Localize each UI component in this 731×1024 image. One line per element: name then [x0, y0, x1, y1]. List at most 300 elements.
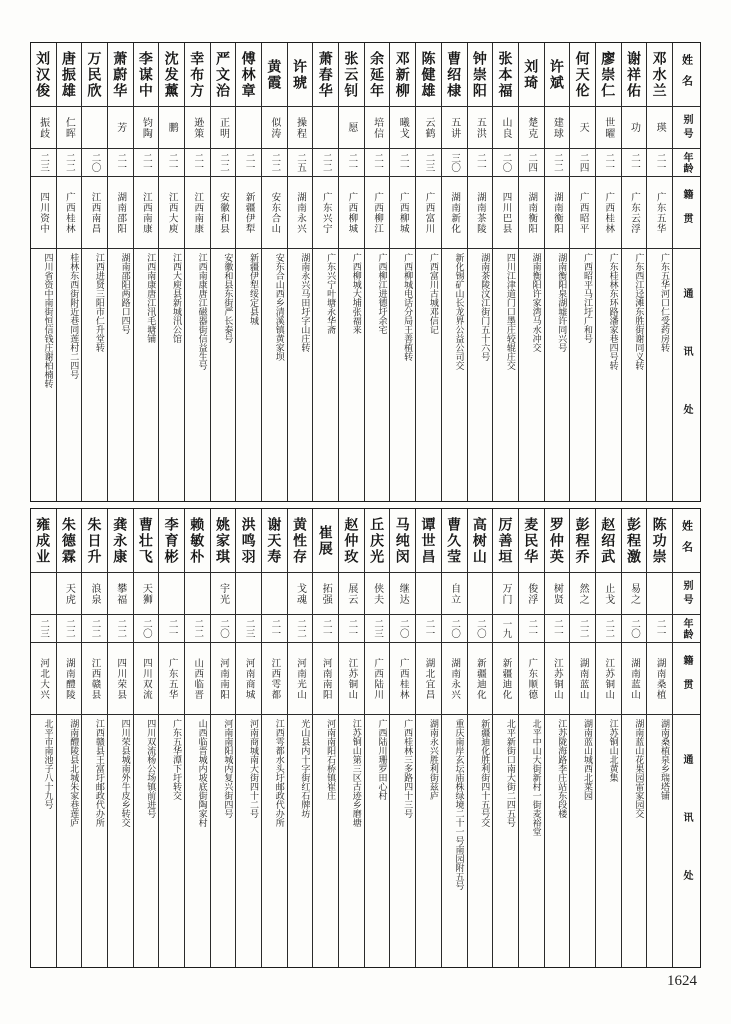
person-origin-cell [622, 177, 647, 249]
person-age-cell [82, 615, 107, 643]
person-origin-cell [519, 177, 544, 249]
person-age: 二〇 [474, 619, 486, 638]
person-name-cell [442, 43, 467, 107]
person-age: 二一 [269, 619, 281, 638]
table-header-column [672, 43, 700, 501]
person-address-cell [365, 249, 390, 501]
person-name-cell [468, 43, 493, 107]
person-column [415, 43, 441, 501]
person-origin-cell [31, 643, 56, 715]
person-alias-cell [288, 573, 313, 615]
directory-table-top [30, 42, 701, 502]
person-name: 许琥 [292, 58, 309, 91]
person-name-cell [313, 509, 338, 573]
person-alias-cell [134, 107, 159, 149]
person-age: 二一 [192, 153, 204, 172]
person-alias: 五洪 [474, 116, 486, 139]
person-name: 曹久莹 [446, 516, 463, 565]
person-origin-cell [339, 177, 364, 249]
person-address-cell [442, 715, 467, 967]
person-name: 黄霞 [266, 58, 283, 91]
person-address: 北平市南池子八十九号 [43, 719, 54, 809]
person-address: 广东兴宁叶塘永华斋 [326, 253, 337, 334]
person-address: 湖南茶陵汶江街门五十六号 [480, 253, 491, 361]
person-address-cell [236, 715, 261, 967]
person-origin: 安东合山 [269, 191, 281, 234]
person-column [287, 509, 313, 967]
person-name-cell [570, 43, 595, 107]
person-origin: 广东五华 [654, 191, 666, 234]
person-column [518, 43, 544, 501]
person-origin: 广西柳城 [397, 191, 409, 234]
person-origin-cell [57, 177, 82, 249]
person-alias: 曦戈 [397, 116, 409, 139]
person-origin-cell [493, 177, 518, 249]
person-age-cell [159, 615, 184, 643]
person-name: 黄性存 [292, 516, 309, 565]
person-age-cell [442, 615, 467, 643]
person-origin-cell [313, 177, 338, 249]
person-address: 江苏陇海路李庄站东段楼 [557, 719, 568, 818]
person-alias: 树贤 [551, 582, 563, 605]
person-origin: 湖南蓝山 [628, 657, 640, 700]
person-address-cell [647, 715, 672, 967]
header-name-label: 姓名 [680, 53, 693, 96]
person-name: 谭世昌 [420, 516, 437, 565]
person-column [621, 43, 647, 501]
person-name: 余延年 [369, 50, 386, 99]
person-address-cell [519, 249, 544, 501]
header-address-cell [673, 715, 700, 967]
person-age: 二〇 [500, 153, 512, 172]
person-address: 新疆伊犁绥定县城 [249, 253, 259, 325]
person-age-cell [211, 149, 236, 177]
person-address-cell [519, 715, 544, 967]
person-address: 河南商城南大街四十二号 [249, 719, 259, 818]
person-age-cell [134, 615, 159, 643]
person-origin: 河南光山 [295, 657, 307, 700]
person-name-cell [570, 509, 595, 573]
person-name-cell [185, 509, 210, 573]
person-age: 二〇 [628, 619, 640, 638]
person-address-cell [416, 715, 441, 967]
person-age-cell [339, 149, 364, 177]
person-origin-cell [416, 177, 441, 249]
person-column [235, 509, 261, 967]
header-alias-label: 别号 [681, 579, 692, 608]
person-origin-cell [159, 643, 184, 715]
person-origin: 湖南新化 [449, 191, 461, 234]
person-name-cell [647, 509, 672, 573]
person-alias-cell [108, 573, 133, 615]
person-column [158, 509, 184, 967]
person-column [492, 509, 518, 967]
person-age: 二四 [577, 153, 589, 172]
person-age: 二四 [526, 153, 538, 172]
person-age-cell [442, 149, 467, 177]
person-origin: 广东云浮 [628, 191, 640, 234]
person-origin: 湖南永兴 [295, 191, 307, 234]
person-age: 二〇 [89, 153, 101, 172]
person-address: 山西临晋城内坡底街陶家村 [197, 719, 208, 827]
person-column [467, 509, 493, 967]
person-column [646, 43, 672, 501]
person-address-cell [596, 715, 621, 967]
person-alias: 然之 [577, 582, 589, 605]
person-address-cell [390, 249, 415, 501]
page-number: 1624 [667, 973, 697, 989]
person-name: 崔展 [317, 524, 334, 557]
person-age-cell [570, 615, 595, 643]
person-address-cell [211, 249, 236, 501]
person-column [595, 509, 621, 967]
person-address-cell [159, 715, 184, 967]
person-age: 二一 [654, 619, 666, 638]
person-column [81, 509, 107, 967]
person-name: 万民欣 [86, 50, 103, 99]
person-name: 谢天寿 [266, 516, 283, 565]
person-name-cell [262, 509, 287, 573]
person-column [31, 509, 56, 967]
person-age: 二二 [89, 619, 101, 638]
person-alias-cell [647, 573, 672, 615]
person-address: 河南南阳石桥镇崔庄 [326, 719, 337, 800]
person-alias: 振歧 [37, 116, 49, 139]
person-column [415, 509, 441, 967]
person-name-cell [647, 43, 672, 107]
person-age: 一九 [500, 619, 512, 638]
person-age: 二一 [243, 153, 255, 172]
person-name: 邓新柳 [394, 50, 411, 99]
person-address: 新疆迪化胜利街四十五号交 [480, 719, 491, 827]
person-column [441, 509, 467, 967]
person-origin-cell [262, 177, 287, 249]
person-alias-cell [416, 107, 441, 149]
person-address-cell [159, 249, 184, 501]
person-age-cell [622, 615, 647, 643]
person-age: 二二 [577, 619, 589, 638]
person-age: 二一 [320, 619, 332, 638]
header-name-cell [673, 509, 700, 573]
person-address-cell [545, 715, 570, 967]
person-alias: 愿 [345, 122, 357, 133]
person-address: 安东合山西乡清溪镇黄家坝 [274, 253, 285, 361]
person-origin-cell [313, 643, 338, 715]
person-age: 二一 [474, 153, 486, 172]
person-origin-cell [82, 177, 107, 249]
person-age: 二一 [397, 153, 409, 172]
person-name-cell [211, 43, 236, 107]
person-name: 曹绍棣 [446, 50, 463, 99]
person-age: 二一 [551, 619, 563, 638]
person-address-cell [185, 249, 210, 501]
person-age-cell [647, 615, 672, 643]
person-origin-cell [108, 643, 133, 715]
person-column [492, 43, 518, 501]
person-address: 重庆南岸玄坛庙株绿境二十一号南园附五号 [454, 719, 465, 890]
person-address-cell [468, 715, 493, 967]
person-origin-cell [185, 643, 210, 715]
person-age-cell [236, 149, 261, 177]
person-alias-cell [390, 107, 415, 149]
person-age: 二一 [603, 153, 615, 172]
person-name-cell [159, 509, 184, 573]
person-address: 广西昭平马江圩广和号 [582, 253, 593, 343]
person-age-cell [390, 615, 415, 643]
person-alias-cell [288, 107, 313, 149]
person-address-cell [493, 715, 518, 967]
person-origin: 安徽和县 [217, 191, 229, 234]
person-origin-cell [442, 177, 467, 249]
person-address: 新化锡矿山长龙界公益公司交 [454, 253, 465, 370]
header-name-label: 姓名 [680, 519, 693, 562]
person-address-cell [313, 249, 338, 501]
person-alias-cell [339, 107, 364, 149]
person-address-cell [211, 715, 236, 967]
person-name: 沈发薰 [163, 50, 180, 99]
person-alias: 功 [628, 122, 640, 133]
person-name-cell [57, 509, 82, 573]
person-alias-cell [134, 573, 159, 615]
person-name-cell [236, 43, 261, 107]
person-age: 三〇 [449, 153, 461, 172]
person-age: 二二 [320, 153, 332, 172]
person-column [210, 509, 236, 967]
person-address-cell [596, 249, 621, 501]
person-address: 广西陆川珊罗田心村 [377, 719, 388, 800]
person-alias: 似涛 [268, 116, 280, 139]
person-origin: 江西南昌 [89, 191, 101, 234]
person-origin-cell [442, 643, 467, 715]
person-age: 二二 [551, 153, 563, 172]
header-origin-cell [673, 177, 700, 249]
person-alias: 止戈 [602, 582, 614, 605]
person-column [81, 43, 107, 501]
person-origin: 湖南衡阳 [551, 191, 563, 234]
person-alias-cell [185, 107, 210, 149]
person-age: 二二 [603, 619, 615, 638]
person-origin-cell [416, 643, 441, 715]
person-column [184, 509, 210, 967]
person-name-cell [365, 43, 390, 107]
person-origin-cell [185, 177, 210, 249]
person-address-cell [288, 715, 313, 967]
person-name: 彭程乔 [574, 516, 591, 565]
person-name: 李谋中 [137, 50, 154, 99]
person-address-cell [622, 715, 647, 967]
person-age-cell [288, 615, 313, 643]
person-age-cell [159, 149, 184, 177]
directory-table-bottom [30, 508, 701, 968]
person-name: 姚家琪 [214, 516, 231, 565]
person-origin: 湖北宜昌 [423, 657, 435, 700]
person-age-cell [339, 615, 364, 643]
person-age: 二二 [295, 619, 307, 638]
person-address: 湖南醴陵县北城朱家巷莲庐 [69, 719, 80, 827]
person-origin-cell [57, 643, 82, 715]
person-origin-cell [134, 643, 159, 715]
person-origin-cell [545, 643, 570, 715]
person-address-cell [236, 249, 261, 501]
person-origin-cell [288, 643, 313, 715]
person-alias: 继达 [397, 582, 409, 605]
person-age: 二二 [115, 619, 127, 638]
person-address-cell [57, 715, 82, 967]
person-age-cell [622, 149, 647, 177]
person-origin-cell [390, 177, 415, 249]
person-column [364, 509, 390, 967]
person-alias: 瑛 [654, 122, 666, 133]
person-column [210, 43, 236, 501]
person-name-cell [159, 43, 184, 107]
person-alias: 云鹤 [422, 116, 434, 139]
header-age-label: 年龄 [681, 617, 692, 640]
person-age: 二二 [217, 153, 229, 172]
person-origin: 江西赣县 [89, 657, 101, 700]
person-column [441, 43, 467, 501]
person-alias-cell [468, 573, 493, 615]
person-origin-cell [159, 177, 184, 249]
person-origin: 湖南茶陵 [474, 191, 486, 234]
header-origin-label: 籍贯 [681, 188, 692, 237]
person-age: 二二 [192, 619, 204, 638]
person-alias: 攀福 [114, 582, 126, 605]
person-name: 张云钊 [343, 50, 360, 99]
person-alias-cell [647, 107, 672, 149]
person-column [287, 43, 313, 501]
person-age-cell [211, 615, 236, 643]
person-name-cell [390, 43, 415, 107]
person-alias: 易之 [628, 582, 640, 605]
person-column [133, 43, 159, 501]
person-name: 洪鸣羽 [240, 516, 257, 565]
person-address-cell [288, 249, 313, 501]
person-address: 广东五华河口仁受药房转 [660, 253, 670, 352]
person-origin: 湖南醴陵 [63, 657, 75, 700]
person-origin: 广西桂林 [63, 191, 75, 234]
person-origin: 广西陆川 [372, 657, 384, 700]
person-name-cell [82, 43, 107, 107]
person-age-cell [519, 615, 544, 643]
person-alias: 建球 [551, 116, 563, 139]
person-origin-cell [468, 177, 493, 249]
person-column [133, 509, 159, 967]
person-origin: 广东顺德 [526, 657, 538, 700]
person-alias-cell [262, 573, 287, 615]
person-age-cell [108, 615, 133, 643]
person-name-cell [339, 43, 364, 107]
person-age-cell [596, 149, 621, 177]
person-column [569, 509, 595, 967]
header-origin-cell [673, 643, 700, 715]
person-column [56, 509, 82, 967]
person-origin: 湖南永兴 [449, 657, 461, 700]
person-alias-cell [236, 573, 261, 615]
person-column [518, 509, 544, 967]
person-address: 江西南康唐江汛毛塘铺 [146, 253, 157, 343]
person-name: 傅林章 [240, 50, 257, 99]
person-origin-cell [570, 643, 595, 715]
person-alias-cell [390, 573, 415, 615]
person-name-cell [545, 43, 570, 107]
person-name-cell [493, 43, 518, 107]
person-origin-cell [108, 177, 133, 249]
person-age: 二三 [38, 153, 50, 172]
person-address: 湖南永兴胜利街兹庐 [428, 719, 439, 800]
person-address: 北平中山大街新村一街麦裕堂 [531, 719, 542, 836]
person-origin: 广西昭平 [577, 191, 589, 234]
person-name-cell [31, 509, 56, 573]
person-alias-cell [519, 573, 544, 615]
person-origin: 广东兴宁 [320, 191, 332, 234]
person-age-cell [236, 615, 261, 643]
person-origin: 江西南康 [140, 191, 152, 234]
person-alias: 培信 [371, 116, 383, 139]
person-name-cell [57, 43, 82, 107]
person-address: 江西进贤三阳市仁升堂转 [94, 253, 105, 352]
person-address: 安徽和县东街严长泰号 [223, 253, 234, 343]
person-alias-cell [442, 107, 467, 149]
person-column [56, 43, 82, 501]
person-alias: 戈魂 [294, 582, 306, 605]
person-name-cell [596, 43, 621, 107]
person-address-cell [31, 249, 56, 501]
person-age-cell [545, 149, 570, 177]
person-column [312, 43, 338, 501]
person-alias: 侠夫 [371, 582, 383, 605]
person-name-cell [82, 509, 107, 573]
person-name-cell [313, 43, 338, 107]
person-origin: 江苏铜山 [551, 657, 563, 700]
person-address: 四川荣县城南外牛皮乡转交 [120, 719, 131, 827]
person-name-cell [622, 509, 647, 573]
person-alias: 万门 [500, 582, 512, 605]
person-address: 湖南衡阳许家湾马水冲交 [531, 253, 542, 352]
person-name: 廖崇仁 [600, 50, 617, 99]
person-name-cell [622, 43, 647, 107]
person-alias-cell [313, 573, 338, 615]
person-column [544, 509, 570, 967]
person-address: 江西雩都水头圩邮政代办所 [274, 719, 285, 827]
person-origin-cell [365, 177, 390, 249]
person-age: 二〇 [449, 619, 461, 638]
person-origin: 湖南蓝山 [577, 657, 589, 700]
person-address-cell [647, 249, 672, 501]
person-address: 桂林东西街附近巷同莲村二四号 [69, 253, 80, 379]
header-name-cell [673, 43, 700, 107]
person-name: 丘庆光 [369, 516, 386, 565]
person-age-cell [262, 149, 287, 177]
table-header-column [672, 509, 700, 967]
person-origin-cell [519, 643, 544, 715]
person-address-cell [82, 249, 107, 501]
person-address: 河南南阳城内复兴街四号 [223, 719, 234, 818]
person-alias: 展云 [345, 582, 357, 605]
person-age-cell [57, 149, 82, 177]
person-address: 湖南衡阳泉湖墟许同兴号 [557, 253, 568, 352]
person-age: 二〇 [397, 619, 409, 638]
person-origin-cell [211, 643, 236, 715]
person-origin: 河北大兴 [38, 657, 50, 700]
person-alias-cell [339, 573, 364, 615]
person-address: 湖南桑植泉乡瑞塔铺 [660, 719, 670, 800]
person-address-cell [185, 715, 210, 967]
person-address: 湖南蓝山花果园雷家园交 [634, 719, 645, 818]
person-origin: 新疆伊犁 [243, 191, 255, 234]
person-alias-cell [493, 573, 518, 615]
person-name-cell [519, 509, 544, 573]
person-alias-cell [570, 107, 595, 149]
